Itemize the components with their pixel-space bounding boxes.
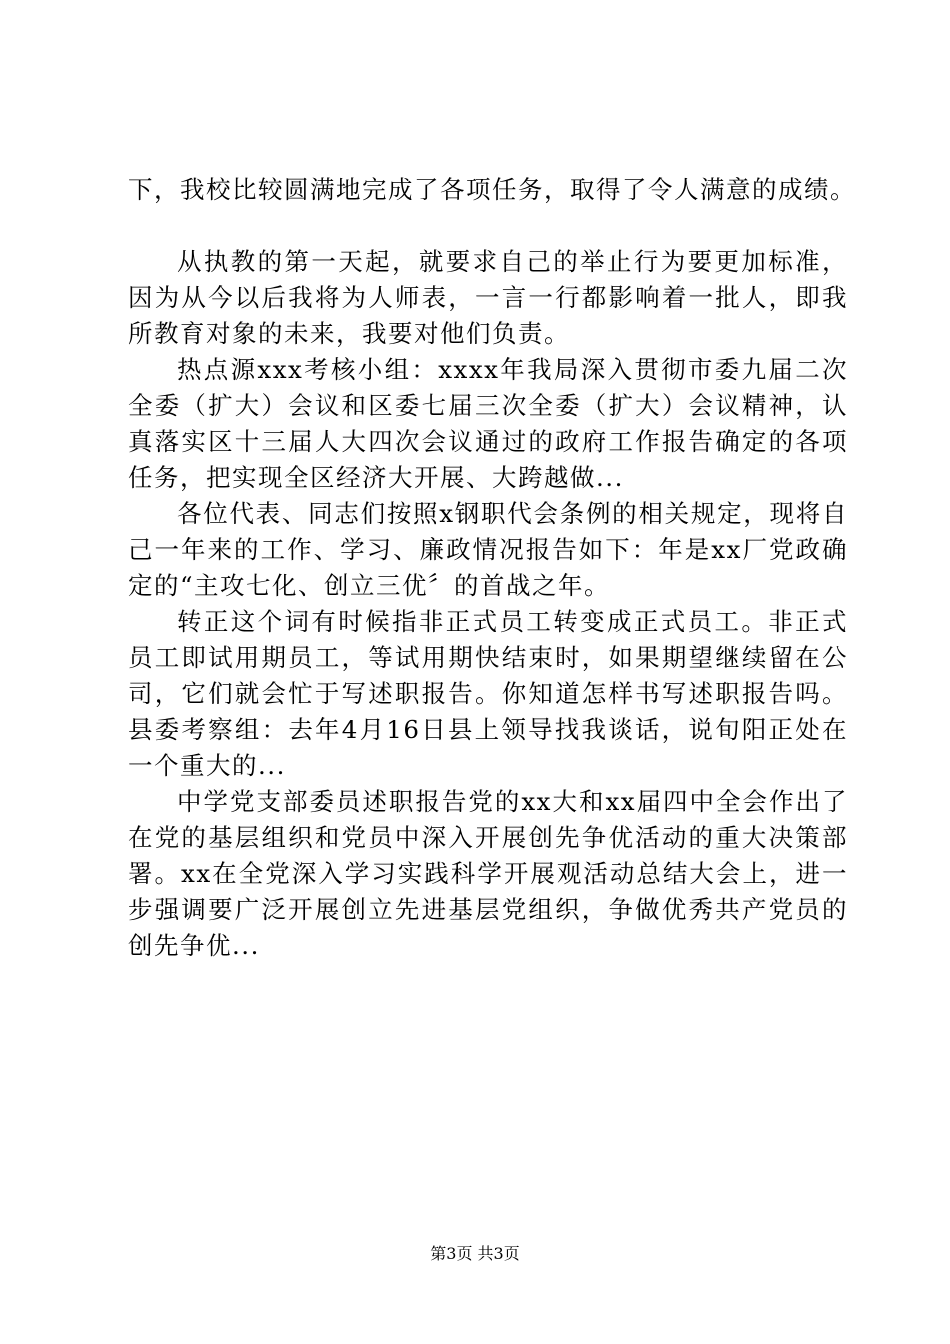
paragraph-teaching: 从执教的第一天起，就要求自己的举止行为要更加标准，因为从今以后我将为人师表，一言一行都影响着一批人，即我所教育对象的未来，我要对他们负责。 <box>128 247 848 348</box>
paragraph-continuation: 下，我校比较圆满地完成了各项任务，取得了令人满意的成绩。 <box>128 175 856 204</box>
paragraph-representatives: 各位代表、同志们按照x钢职代会条例的相关规定，现将自己一年来的工作、学习、廉政情况报告如下：年是xx厂党政确定的“主攻七化、创立三优〞的首战之年。 <box>128 499 848 600</box>
paragraph-regularization: 转正这个词有时候指非正式员工转变成正式员工。非正式员工即试用期员工，等试用期快结束时，如果期望继续留在公司，它们就会忙于写述职报告。你知道怎样书写述职报告吗。县委考察组：去年4月16日县上领导找我谈话，说旬阳正处在一个重大的... <box>128 607 848 780</box>
paragraph-assessment-group: 热点源xxx考核小组：xxxx年我局深入贯彻市委九届二次全委（扩大）会议和区委七届三次全委（扩大）会议精神，认真落实区十三届人大四次会议通过的政府工作报告确定的各项任务，把实现全区经济大开展、大跨越做... <box>128 355 848 492</box>
paragraph-party-branch: 中学党支部委员述职报告党的xx大和xx届四中全会作出了在党的基层组织和党员中深入开展创先争优活动的重大决策部署。xx在全党深入学习实践科学开展观活动总结大会上，进一步强调要广泛开展创立先进基层党组织，争做优秀共产党员的创先争优... <box>128 787 848 960</box>
document-body <box>128 172 856 964</box>
page-number-footer: 第3页 共3页 <box>430 1244 520 1263</box>
